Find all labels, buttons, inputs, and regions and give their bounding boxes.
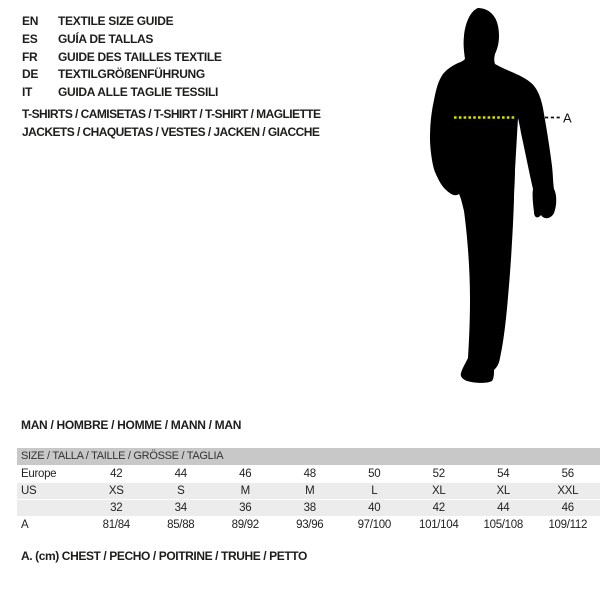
row-label: A [21, 518, 29, 531]
lang-code: DE [22, 67, 39, 82]
table-cell: XXL [536, 482, 600, 499]
measurement-footnote: A. (cm) CHEST / PECHO / POITRINE / TRUHE / PETTO [21, 549, 307, 563]
table-cell: 44 [471, 499, 536, 516]
table-cell: 44 [174, 467, 187, 480]
table-cell: 93/96 [296, 518, 324, 531]
lang-row-fr [22, 49, 222, 67]
table-cell: 81/84 [102, 518, 130, 531]
lang-row-en [22, 13, 222, 31]
table-row-us [17, 482, 600, 499]
table-cell: XL [471, 482, 536, 499]
man-silhouette-shape [430, 8, 556, 383]
lang-title: GUIDA ALLE TAGLIE TESSILI [58, 85, 219, 100]
table-header-row [17, 448, 600, 465]
table-cell: XL [407, 482, 472, 499]
lang-row-it [22, 84, 222, 102]
category-title-block [22, 106, 321, 141]
table-cell: 50 [368, 467, 381, 480]
row-label: Europe [21, 467, 57, 480]
table-cell: 32 [84, 499, 149, 516]
table-cell: 56 [561, 467, 574, 480]
table-cell: 52 [432, 467, 445, 480]
measure-label-a: A [563, 110, 572, 126]
table-cell: 36 [213, 499, 278, 516]
table-cell: 46 [536, 499, 600, 516]
table-cell: M [213, 482, 278, 499]
table-cell: 97/100 [357, 518, 391, 531]
category-line-tshirts: T-SHIRTS / CAMISETAS / T-SHIRT / T-SHIRT / MAGLIETTE [22, 107, 321, 121]
lang-code: FR [22, 49, 38, 64]
row-label [17, 499, 84, 516]
table-cell: 85/88 [167, 518, 195, 531]
table-cell: 34 [149, 499, 214, 516]
lang-code: EN [22, 14, 39, 28]
table-cell: 42 [110, 467, 123, 480]
table-row-chest-a [17, 516, 600, 533]
table-cell: S [149, 482, 214, 499]
table-cell: 105/108 [483, 518, 523, 531]
table-row-numeric [17, 499, 600, 516]
lang-title: GUÍA DE TALLAS [58, 31, 154, 46]
table-cell: 38 [278, 499, 343, 516]
table-cell: 46 [239, 467, 252, 480]
language-title-block [22, 13, 222, 102]
lang-title: TEXTILGRÖßENFÜHRUNG [58, 67, 205, 82]
category-line-jackets: JACKETS / CHAQUETAS / VESTES / JACKEN / GIACCHE [22, 124, 320, 139]
table-cell: 109/112 [548, 518, 588, 531]
table-cell: 40 [342, 499, 407, 516]
table-header-label: SIZE / TALLA / TAILLE / GRÖSSE / TAGLIA [17, 448, 600, 465]
table-cell: XS [84, 482, 149, 499]
lang-row-es [22, 31, 222, 49]
lang-title: TEXTILE SIZE GUIDE [58, 14, 174, 28]
table-row-europe [17, 465, 600, 482]
lang-code: IT [22, 85, 33, 100]
lang-code: ES [22, 31, 38, 46]
table-cell: 54 [497, 467, 510, 480]
row-label: US [17, 482, 84, 499]
table-cell: 42 [407, 499, 472, 516]
table-cell: L [342, 482, 407, 499]
table-cell: M [278, 482, 343, 499]
section-title-man: MAN / HOMBRE / HOMME / MANN / MAN [21, 418, 242, 432]
table-cell: 48 [303, 467, 316, 480]
man-silhouette-figure [390, 0, 600, 400]
table-cell: 89/92 [231, 518, 259, 531]
table-cell: 101/104 [419, 518, 459, 531]
lang-title: GUIDE DES TAILLES TEXTILE [58, 49, 222, 64]
size-table [17, 448, 600, 534]
lang-row-de [22, 66, 222, 84]
